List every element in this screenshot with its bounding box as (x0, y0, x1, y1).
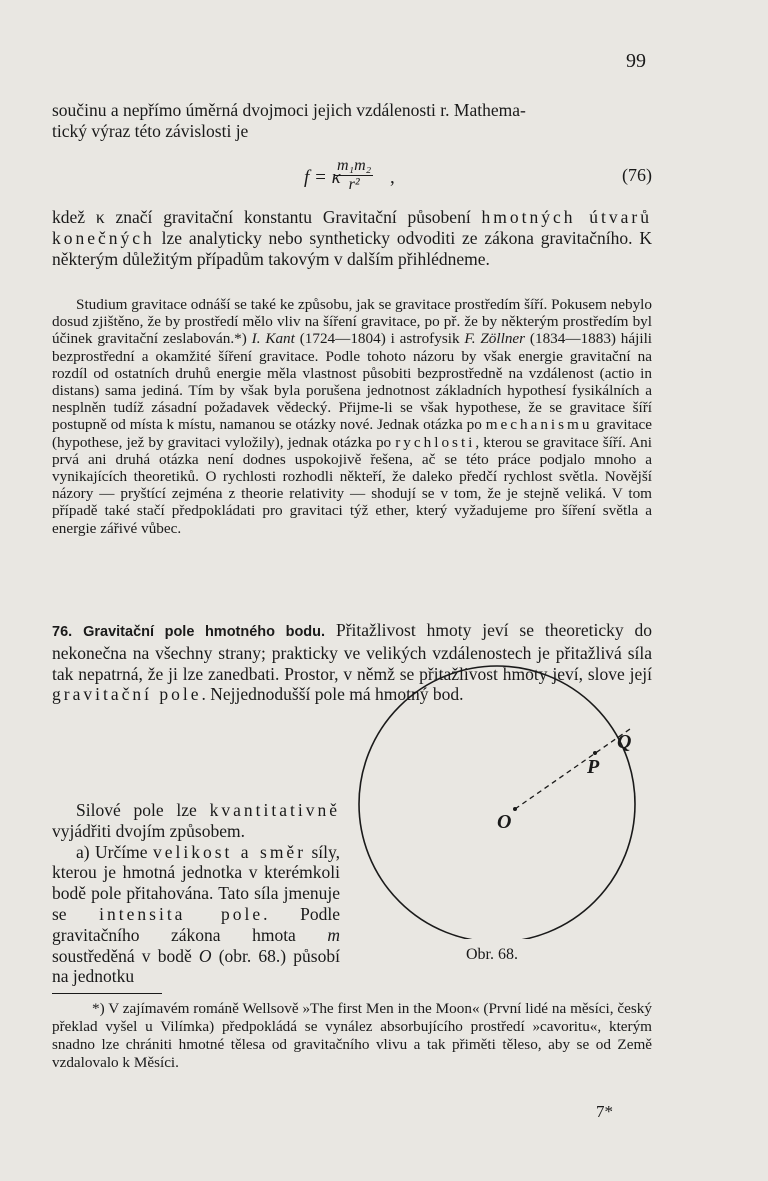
p3-part-e: (obr. 68.) působí na jednotku (52, 945, 340, 987)
p2-part-a: Silové pole lze (76, 800, 210, 820)
figure-caption: Obr. 68. (466, 946, 518, 963)
small-part-e: , kterou se gravitace šíří. Ani prvá ani druhá otázka není dodnes uspokojivě řešena, ač se této práce podjalo mnoho a vynikajících theoretiků. O rychlosti rozhodli někteří, že daleko předčí rychlost světla. Novější názory — pryštící zejména z theorie relativity — shodují se v tom, že je stejně veliká. V tom případě také stačí předpokládati pro gravitaci týž ether, který vyžadujeme pro šíření světla a energie zářivé vůbec. (52, 433, 652, 537)
paragraph-1-spaced: hmotných útvarů konečných (52, 207, 653, 248)
author-zollner: F. Zöllner (464, 330, 526, 348)
p3-part-b: síly, kterou je hmotná jednotka v kterémkoli bodě pole přitahována. Tato síla jmenuje se (52, 841, 340, 924)
intro-line-1: součinu a nepřímo úměrná dvojmoci jejich vzdálenosti r. Mathema- (52, 100, 526, 120)
point-P-dot (593, 751, 597, 755)
point-O-dot (513, 807, 517, 811)
small-part-d: gravitace (hypothese, jež by gravitaci vyložily), jednak otázka po (52, 416, 652, 451)
figure-68-diagram (345, 664, 655, 939)
formula-numerator: m₁m₂ (337, 157, 372, 174)
formula-fraction (335, 157, 373, 194)
footnote (52, 1000, 652, 1072)
signature-mark: 7* (596, 1102, 613, 1121)
spaced-velikost-a-smer: velikost a směr (152, 841, 307, 862)
radius-line (515, 729, 630, 809)
p3-part-c: . Podle gravitačního zákona hmota (52, 903, 340, 945)
small-paragraph-text (52, 296, 652, 537)
small-part-a: Studium gravitace odnáší se také ke způsobu, jak se gravitace prostředím šíří. Pokusem nebylo dosud zjištěno, že by prostředí mělo vliv na šíření gravitace, po př. že by některým prostředím byl účinek gravitační zeslabován.*) (52, 296, 652, 348)
formula-comma: , (390, 167, 395, 188)
footnote-text: *) V zajímavém románě Wellsově »The first Men in the Moon« (První lidé na měsíci, český překlad vyšel u Vilímka) předpokládá se vynález absorbujícího prostředí »cavoritu«, kterým snadno lze chrániti hmotné tělesa od gravitačního vlivu a tak přiměti těleso, aby se od Země vzdalovalo k Měsíci. (52, 1000, 652, 1071)
intro-line-2: tický výraz této závislosti je (52, 120, 249, 141)
figure-68 (345, 664, 655, 939)
section-title: Gravitační pole hmotného bodu. (83, 624, 326, 640)
intro-text (52, 100, 652, 142)
spaced-gravitacni-pole: gravitační pole (52, 684, 202, 705)
p2-part-b: vyjádřiti dvojím způsobem. (52, 820, 245, 841)
formula-lhs: f = κ (304, 167, 341, 188)
small-part-b: (1724—1804) i astrofysik (294, 330, 465, 348)
field-circle (359, 666, 635, 939)
formula-denominator: r² (348, 176, 360, 193)
section-paragraph-3 (52, 842, 340, 988)
spaced-intensita-pole: intensita pole (99, 903, 264, 924)
p3-part-a: a) Určíme (76, 841, 153, 862)
paragraph-1-text (52, 207, 652, 269)
symbol-m: m (327, 924, 340, 945)
paragraph-1 (52, 207, 652, 269)
section-number: 76. (52, 624, 73, 640)
author-kant: I. Kant (251, 330, 295, 348)
page-number: 99 (626, 50, 646, 72)
label-Q: Q (617, 731, 632, 753)
label-P: P (587, 756, 600, 778)
spaced-mechanismu: mechanismu (485, 416, 593, 434)
paragraph-1-part-a: kdež κ značí gravitační konstantu Gravitační působení (52, 207, 482, 227)
p3-part-d: soustředěná v bodě (52, 945, 199, 966)
small-paragraph (52, 296, 652, 537)
section-continued (52, 800, 340, 987)
formula-number: (76) (622, 165, 652, 185)
section-part-b: . Nejjednodušší pole má hmotný bod. (201, 684, 464, 705)
section-part-a: Přitažlivost hmoty jeví se theoreticky do nekonečna na všechny strany; prakticky ve velikých vzdálenostech je přitažlivá síla tak nepatrná, že ji lze zanedbati. Prostor, v němž se přitažlivost hmoty jeví, slove její (52, 620, 653, 684)
spaced-rychlosti: rychlosti (395, 433, 476, 451)
symbol-O: O (198, 945, 212, 966)
small-part-c: (1834—1883) hájili bezprostřední a okamžité šíření gravitace. Podle tohoto názoru by však energie gravitační na rozdíl od ostatních druhů energie měla vlastnost působiti bezprostředně na vzdálenost (actio in distans) sama jediná. Tím by však byla porušena jednotnost základních hypothesí fysikálních a nesplněn tudíž zásadní požadavek vědecký. Přijme-li se však hypothese, že se gravitace šíří postupně od místa k místu, namanou se otázky nové. Jednak otázka po (52, 330, 653, 434)
paragraph-1-part-c: lze analyticky nebo syntheticky odvoditi ze zákona gravitačního. K některým důležitým případům takovým v dalším přihlédneme. (52, 227, 652, 269)
footnote-rule (52, 993, 162, 994)
formula-76 (52, 155, 652, 195)
spaced-kvantitativne: kvantitativně (209, 800, 340, 820)
section-paragraph-2 (52, 800, 340, 842)
label-O: O (497, 811, 512, 833)
